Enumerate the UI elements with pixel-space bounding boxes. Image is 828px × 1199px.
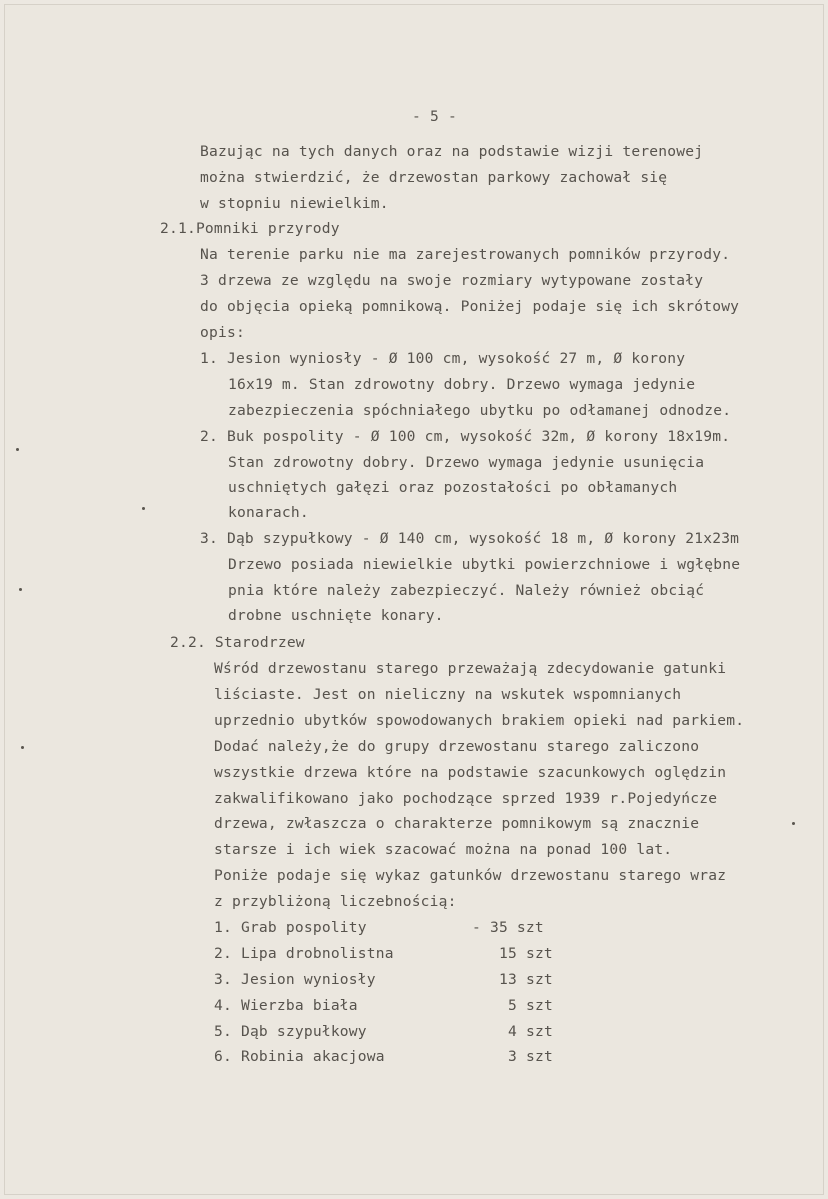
species-name: 2. Lipa drobnolistna	[214, 945, 394, 962]
list-item-2-line: Stan zdrowotny dobry. Drzewo wymaga jedynie usunięcia	[228, 454, 705, 471]
paper-speck	[21, 746, 24, 749]
section-heading-2-1: 2.1.Pomniki przyrody	[160, 220, 340, 237]
list-item-3-line: drobne uschnięte konary.	[228, 607, 444, 624]
species-name: 5. Dąb szypułkowy	[214, 1023, 367, 1040]
species-name: 4. Wierzba biała	[214, 997, 358, 1014]
species-count: 3 szt	[508, 1048, 553, 1065]
list-item-2-line: 2. Buk pospolity - Ø 100 cm, wysokość 32m, Ø korony 18x19m.	[200, 428, 731, 445]
section-2-2-paragraph-line: uprzednio ubytków spowodowanych brakiem opieki nad parkiem.	[214, 712, 745, 729]
intro-line: można stwierdzić, że drzewostan parkowy zachował się	[200, 169, 668, 186]
document-page	[4, 4, 824, 1195]
page-number: - 5 -	[412, 108, 457, 125]
section-2-2-paragraph-line: Poniże podaje się wykaz gatunków drzewostanu starego wraz	[214, 867, 727, 884]
species-count: 15 szt	[499, 945, 553, 962]
section-2-2-paragraph-line: liściaste. Jest on nieliczny na wskutek wspomnianych	[214, 686, 682, 703]
list-item-1-line: 16x19 m. Stan zdrowotny dobry. Drzewo wymaga jedynie	[228, 376, 696, 393]
list-item-2-line: konarach.	[228, 504, 309, 521]
paper-speck	[19, 588, 22, 591]
species-name: 3. Jesion wyniosły	[214, 971, 376, 988]
list-item-3-line: Drzewo posiada niewielkie ubytki powierzchniowe i wgłębne	[228, 556, 741, 573]
species-count: 13 szt	[499, 971, 553, 988]
species-count: 5 szt	[508, 997, 553, 1014]
intro-line: Bazując na tych danych oraz na podstawie wizji terenowej	[200, 143, 704, 160]
section-heading-2-2: 2.2. Starodrzew	[170, 634, 305, 651]
section-2-2-paragraph-line: Dodać należy,że do grupy drzewostanu starego zaliczono	[214, 738, 700, 755]
list-item-1-line: 1. Jesion wyniosły - Ø 100 cm, wysokość 27 m, Ø korony	[200, 350, 686, 367]
list-item-3-line: pnia które należy zabezpieczyć. Należy również obciąć	[228, 582, 705, 599]
paper-speck	[16, 448, 19, 451]
section-2-2-paragraph-line: z przybliżoną liczebnością:	[214, 893, 457, 910]
species-name: 1. Grab pospolity	[214, 919, 367, 936]
section-2-2-paragraph-line: Wśród drzewostanu starego przeważają zdecydowanie gatunki	[214, 660, 727, 677]
section-2-1-intro-line: opis:	[200, 324, 245, 341]
section-2-2-paragraph-line: zakwalifikowano jako pochodzące sprzed 1939 r.Pojedyńcze	[214, 790, 718, 807]
section-2-2-paragraph-line: starsze i ich wiek szacować można na ponad 100 lat.	[214, 841, 673, 858]
species-count: 4 szt	[508, 1023, 553, 1040]
section-2-1-intro-line: Na terenie parku nie ma zarejestrowanych pomników przyrody.	[200, 246, 731, 263]
list-item-2-line: uschniętych gałęzi oraz pozostałości po obłamanych	[228, 479, 678, 496]
paper-speck	[792, 822, 795, 825]
section-2-1-intro-line: do objęcia opieką pomnikową. Poniżej podaje się ich skrótowy	[200, 298, 740, 315]
list-item-1-line: zabezpieczenia spóchniałego ubytku po odłamanej odnodze.	[228, 402, 732, 419]
list-item-3-line: 3. Dąb szypułkowy - Ø 140 cm, wysokość 18 m, Ø korony 21x23m	[200, 530, 740, 547]
section-2-2-paragraph-line: wszystkie drzewa które na podstawie szacunkowych oględzin	[214, 764, 727, 781]
paper-speck	[142, 507, 145, 510]
section-2-1-intro-line: 3 drzewa ze względu na swoje rozmiary wytypowane zostały	[200, 272, 704, 289]
species-count: - 35 szt	[472, 919, 544, 936]
species-name: 6. Robinia akacjowa	[214, 1048, 385, 1065]
section-2-2-paragraph-line: drzewa, zwłaszcza o charakterze pomnikowym są znacznie	[214, 815, 700, 832]
intro-line: w stopniu niewielkim.	[200, 195, 389, 212]
